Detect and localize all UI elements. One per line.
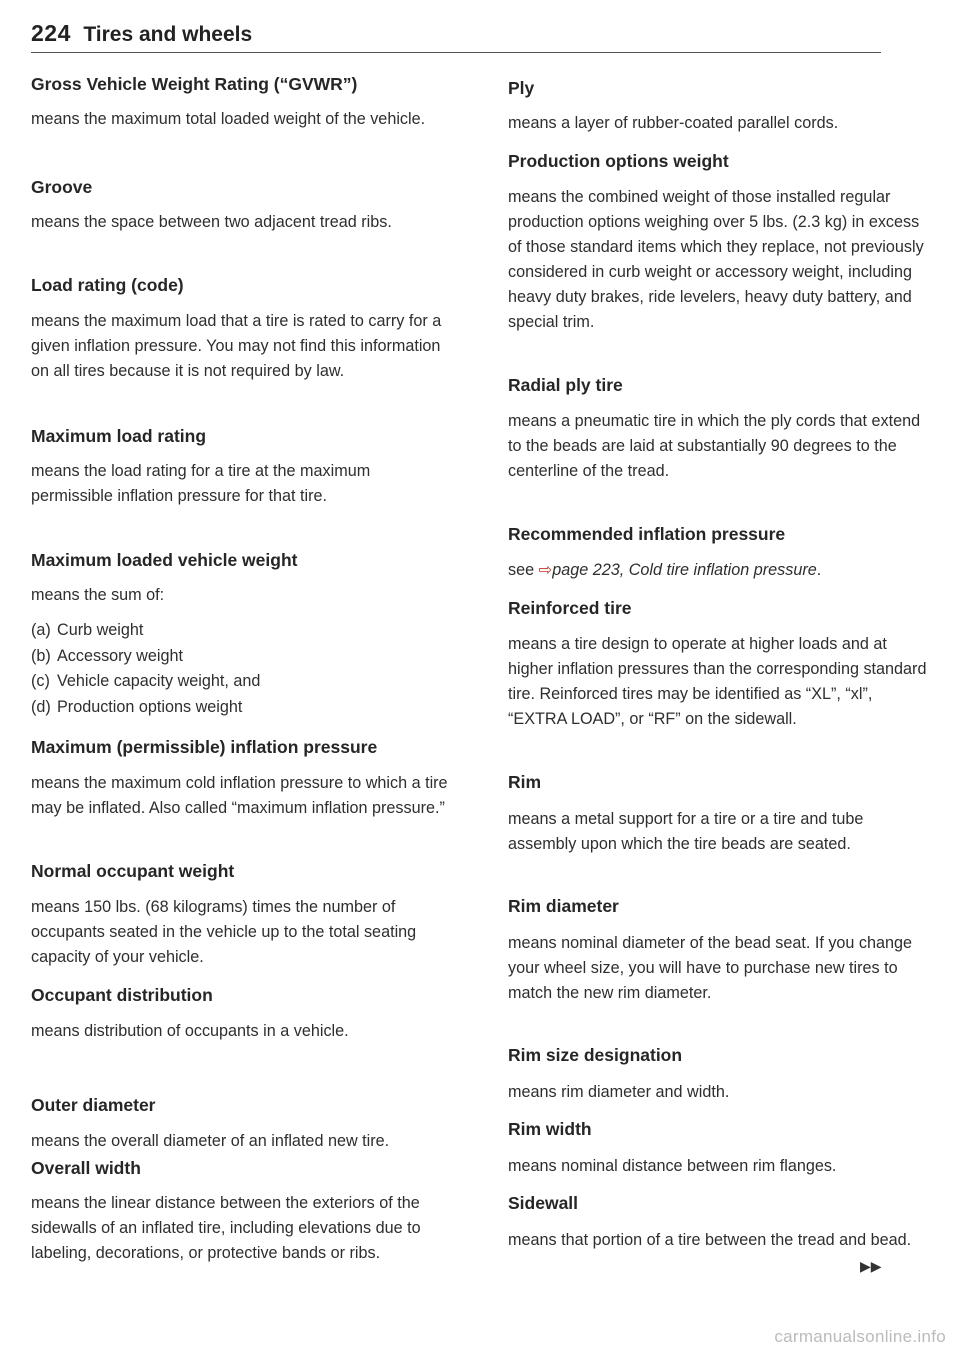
page-title: Tires and wheels (83, 23, 253, 46)
list-item-text: Curb weight (57, 621, 144, 639)
definition-maximum-load-rating: means the load rating for a tire at the maximum permissible inflation pressure for that tire. (31, 462, 371, 505)
term-gvwr: Gross Vehicle Weight Rating (“GVWR”) (31, 74, 358, 94)
page-number: 224 (31, 20, 71, 46)
definition-ply: means a layer of rubber-coated parallel cords. (508, 114, 839, 132)
list-item (31, 647, 183, 666)
page-header (31, 20, 881, 53)
term-load-rating: Load rating (code) (31, 275, 184, 295)
definition-overall-width: means the linear distance between the exteriors of the sidewalls of an inflated tire, including elevations due to labeling, decorations, or protective bands or ribs. (31, 1194, 421, 1262)
continued-next-page-icon: ▶▶ (860, 1258, 882, 1274)
definition-suffix: . (816, 561, 822, 579)
term-occupant-distribution: Occupant distribution (31, 985, 213, 1005)
definition-rim: means a metal support for a tire or a tire and tube assembly upon which the tire beads are seated. (508, 810, 864, 853)
term-rim-size-designation: Rim size designation (508, 1045, 683, 1065)
list-item-label: (b) (31, 647, 51, 665)
term-maximum-loaded-vehicle-weight: Maximum loaded vehicle weight (31, 550, 298, 570)
term-groove: Groove (31, 177, 93, 197)
definition-rim-width: means nominal distance between rim flanges. (508, 1157, 837, 1175)
definition-outer-diameter: means the overall diameter of an inflated new tire. (31, 1132, 390, 1150)
definition-groove: means the space between two adjacent tread ribs. (31, 213, 392, 231)
definition-prefix: see (508, 561, 539, 579)
list-item (31, 621, 143, 640)
term-sidewall: Sidewall (508, 1193, 579, 1213)
definition-maximum-loaded-vehicle-weight: means the sum of: (31, 586, 165, 604)
definition-rim-size-designation: means rim diameter and width. (508, 1083, 730, 1101)
term-normal-occupant-weight: Normal occupant weight (31, 861, 235, 881)
page-reference-link[interactable]: page 223, Cold tire inflation pressure (552, 561, 817, 579)
definition-load-rating: means the maximum load that a tire is rated to carry for a given inflation pressure. You may not find this information on all tires because it is not required by law. (31, 312, 442, 380)
definition-gvwr: means the maximum total loaded weight of the vehicle. (31, 110, 426, 128)
list-item-label: (a) (31, 621, 51, 639)
term-maximum-inflation-pressure: Maximum (permissible) inflation pressure (31, 737, 378, 757)
term-outer-diameter: Outer diameter (31, 1095, 156, 1115)
definition-reinforced-tire: means a tire design to operate at higher loads and at higher inflation pressures than the corresponding standard tire. Reinforced tires may be identified as “XL”, “xl”, “EXTRA LOAD”, or “RF” on the sidewall. (508, 635, 927, 728)
definition-production-options-weight: means the combined weight of those installed regular production options weighing over 5 lbs. (2.3 kg) in excess of those standard items which they replace, not previously considered in curb weight or accessory weight, including heavy duty brakes, ride levelers, heavy duty battery, and special trim. (508, 188, 924, 331)
list-item (31, 698, 242, 717)
definition-sidewall: means that portion of a tire between the tread and bead. (508, 1231, 912, 1249)
page-reference-arrow-icon: ⇨ (538, 561, 553, 579)
list-item-label: (d) (31, 698, 51, 716)
term-recommended-inflation-pressure: Recommended inflation pressure (508, 524, 786, 544)
definition-normal-occupant-weight: means 150 lbs. (68 kilograms) times the number of occupants seated in the vehicle up to the total seating capacity of your vehicle. (31, 898, 417, 966)
definition-maximum-inflation-pressure: means the maximum cold inflation pressure to which a tire may be inflated. Also called “maximum inflation pressure.” (31, 774, 448, 817)
term-rim: Rim (508, 772, 542, 792)
term-rim-width: Rim width (508, 1119, 592, 1139)
list-item-text: Vehicle capacity weight, and (57, 672, 261, 690)
list-item-text: Accessory weight (57, 647, 183, 665)
watermark: carmanualsonline.info (774, 1327, 946, 1346)
term-radial-ply-tire: Radial ply tire (508, 375, 623, 395)
term-maximum-load-rating: Maximum load rating (31, 426, 207, 446)
list-item (31, 672, 260, 691)
term-rim-diameter: Rim diameter (508, 896, 619, 916)
term-production-options-weight: Production options weight (508, 151, 729, 171)
definition-radial-ply-tire: means a pneumatic tire in which the ply cords that extend to the beads are laid at substantially 90 degrees to the centerline of the tread. (508, 412, 921, 480)
list-item-label: (c) (31, 672, 50, 690)
definition-rim-diameter: means nominal diameter of the bead seat. If you change your wheel size, you will have to purchase new tires to match the new rim diameter. (508, 934, 913, 1002)
term-reinforced-tire: Reinforced tire (508, 598, 632, 618)
definition-occupant-distribution: means distribution of occupants in a vehicle. (31, 1022, 349, 1040)
term-ply: Ply (508, 78, 535, 98)
list-item-text: Production options weight (57, 698, 243, 716)
definition-recommended-inflation-pressure (508, 558, 928, 583)
term-overall-width: Overall width (31, 1158, 141, 1178)
